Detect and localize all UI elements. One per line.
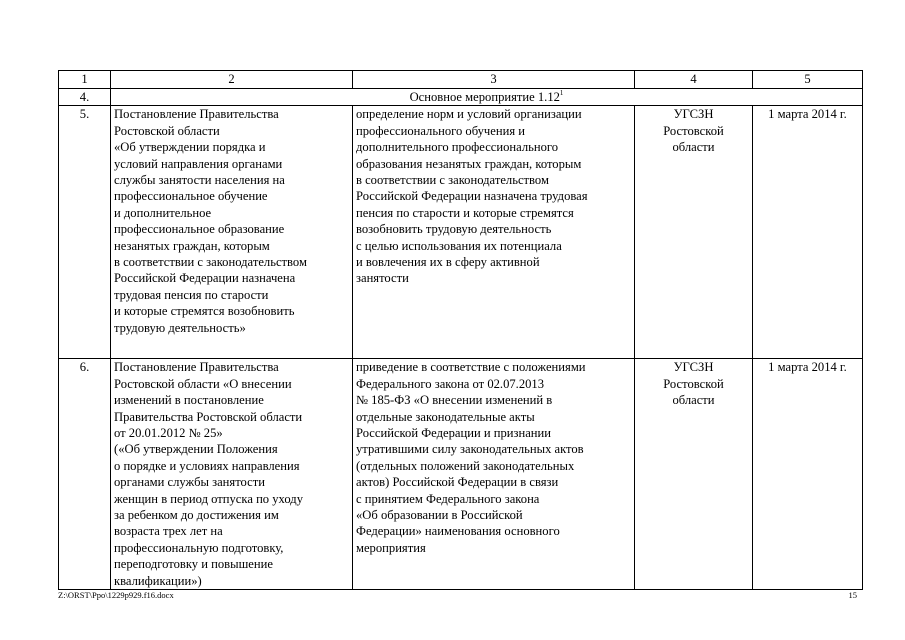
- row-document: Постановление Правительства Ростовской области «О внесении изменений в постановление Правительства Ростовской области от 20.01.2012 № 25» («Об утверждении Положения о порядке и условиях направления органами службы занятости женщин в период отпуска по уходу за ребенком до достижения им возраста трех лет на профессиональную подготовку, переподготовку и повышение квалификации»): [111, 359, 353, 590]
- row-purpose: приведение в соответствие с положениями Федерального закона от 02.07.2013 № 185-ФЗ «О внесении изменений в отдельные законодательные акты Российской Федерации и признании утратившими силу законодательных актов (отдельных положений законодательных актов) Российской Федерации в связи с принятием Федерального закона «Об образовании в Российской Федерации» наименования основного мероприятия: [353, 359, 635, 590]
- row-number: 6.: [59, 359, 111, 590]
- row-date: 1 марта 2014 г.: [753, 359, 863, 590]
- measures-table: [58, 70, 863, 590]
- table-row: [59, 106, 863, 359]
- row-date: 1 марта 2014 г.: [753, 106, 863, 359]
- table-row: [59, 359, 863, 590]
- row-executor: УГСЗН Ростовской области: [635, 359, 753, 590]
- header-col-3: 3: [353, 71, 635, 89]
- row-document: Постановление Правительства Ростовской области «Об утверждении порядка и условий направления органами службы занятости населения на профессиональное обучение и дополнительное профессиональное образование незанятых граждан, которым в соответствии с законодательством Российской Федерации назначена трудовая пенсия по старости и которые стремятся возобновить трудовую деятельность»: [111, 106, 353, 359]
- section-title: [111, 89, 863, 106]
- section-number: 4.: [59, 89, 111, 106]
- section-title-sup: 1: [559, 89, 564, 97]
- row-number: 5.: [59, 106, 111, 359]
- header-col-5: 5: [753, 71, 863, 89]
- row-purpose: определение норм и условий организации профессионального обучения и дополнительного профессионального образования незанятых граждан, которым в соответствии с законодательством Российской Федерации назначена трудовая пенсия по старости и которые стремятся возобновить трудовую деятельность с целью использования их потенциала и вовлечения их в сферу активной занятости: [353, 106, 635, 359]
- header-col-2: 2: [111, 71, 353, 89]
- header-row: [59, 71, 863, 89]
- header-col-4: 4: [635, 71, 753, 89]
- header-col-1: 1: [59, 71, 111, 89]
- row-executor: УГСЗН Ростовской области: [635, 106, 753, 359]
- footer-file-path: Z:\ORST\Ppo\1229p929.f16.docx: [58, 590, 174, 600]
- section-title-text: Основное мероприятие 1.12: [409, 90, 560, 104]
- page-number: 15: [848, 590, 857, 600]
- section-row: [59, 89, 863, 106]
